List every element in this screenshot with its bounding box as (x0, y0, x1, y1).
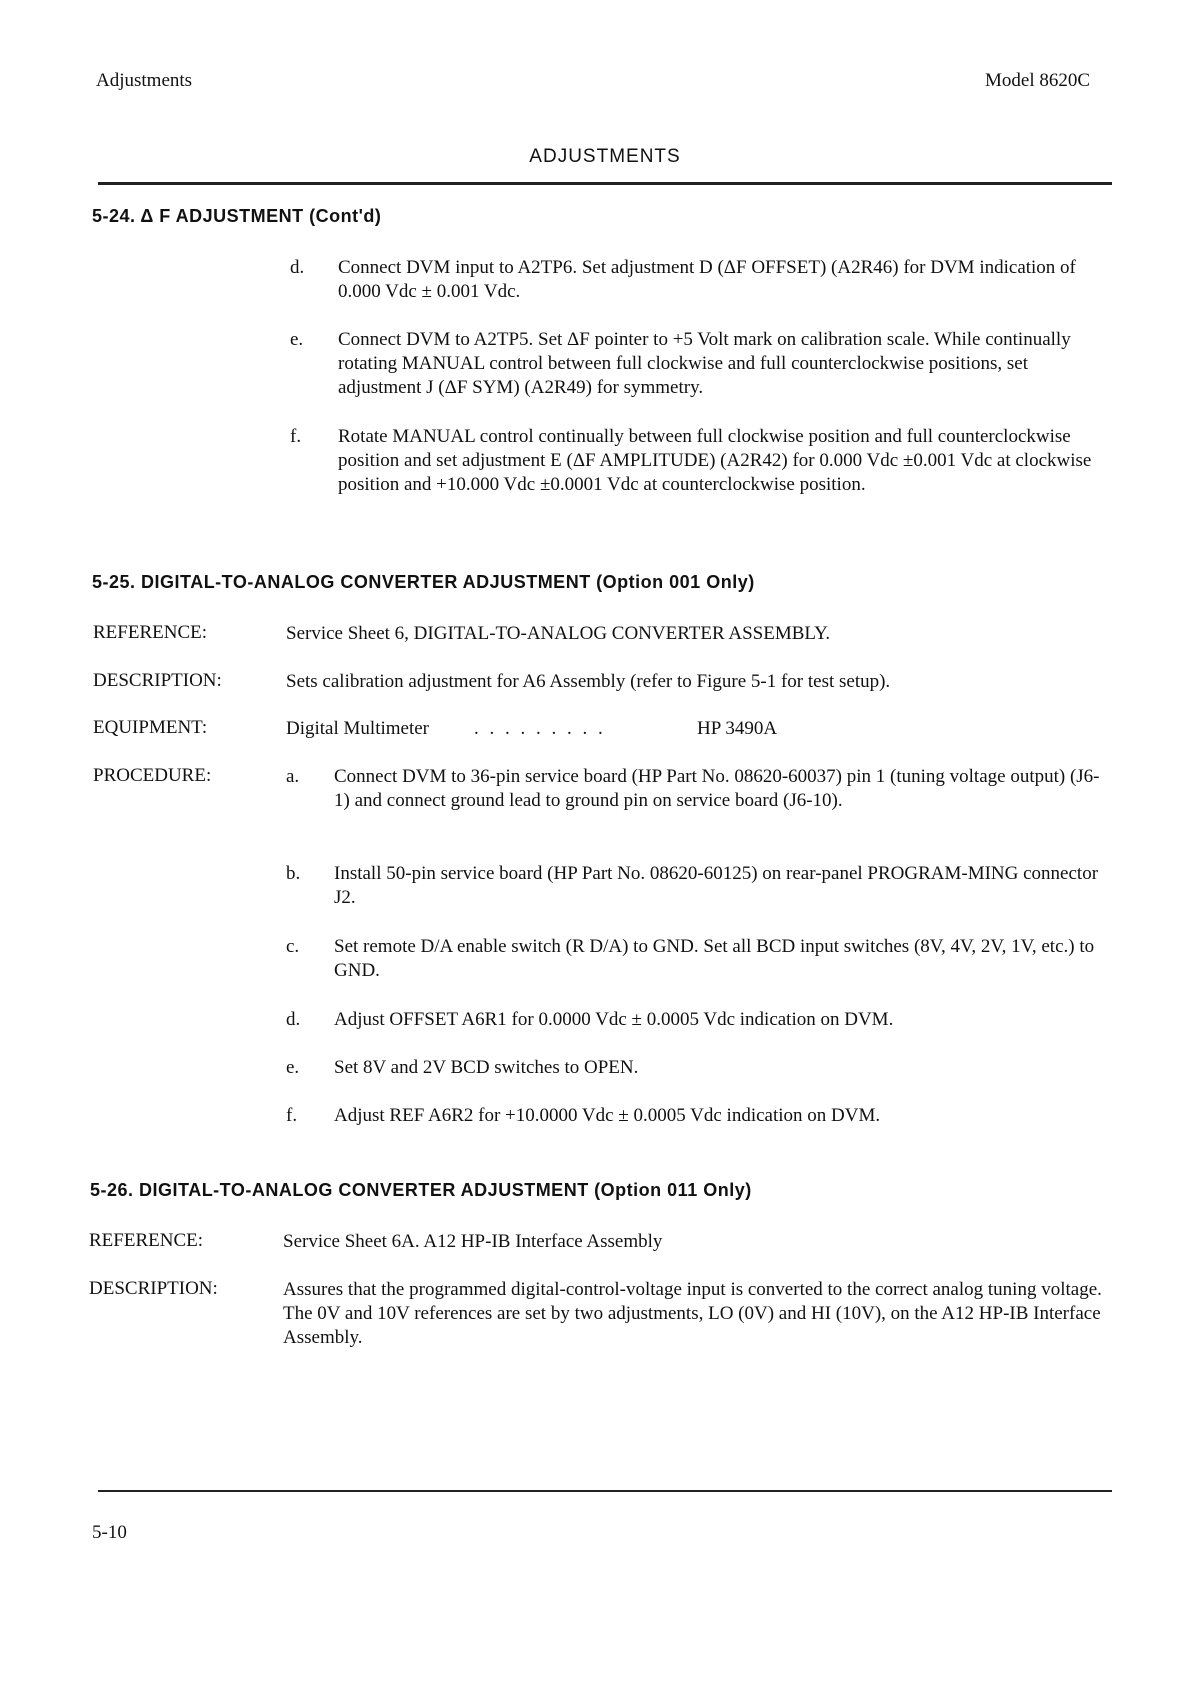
procedure-label: PROCEDURE: (93, 765, 212, 786)
equipment-model: HP 3490A (697, 718, 778, 739)
section-5-24-heading: 5-24. Δ F ADJUSTMENT (Cont'd) (92, 206, 382, 226)
step-text: Install 50-pin service board (HP Part No. 08620-60125) on rear-panel PROGRAM-MING connector J2. (334, 863, 1099, 908)
equipment-label: EQUIPMENT: (93, 717, 208, 738)
step-label: e. (286, 1057, 300, 1078)
equipment-name: Digital Multimeter (286, 718, 430, 739)
equipment-leader-dots: . . . . . . . . . (474, 718, 606, 739)
step-label: f. (286, 1105, 298, 1126)
step-text: Adjust OFFSET A6R1 for 0.0000 Vdc ± 0.0005 Vdc indication on DVM. (334, 1009, 894, 1030)
page-number: 5-10 (92, 1522, 127, 1543)
step-text: Connect DVM input to A2TP6. Set adjustment D (ΔF OFFSET) (A2R46) for DVM indication of 0.000 Vdc ± 0.001 Vdc. (338, 257, 1076, 302)
step-label: d. (290, 257, 305, 278)
section-5-26-heading: 5-26. DIGITAL-TO-ANALOG CONVERTER ADJUSTMENT (Option 011 Only) (90, 1180, 752, 1200)
step-label: e. (290, 329, 304, 350)
step-label: b. (286, 863, 301, 884)
step-text: Rotate MANUAL control continually between full clockwise position and full counterclockwise position and set adjustment E (ΔF AMPLITUDE) (A2R42) for 0.000 Vdc ±0.001 Vdc at clockwise position and +10.000 Vdc ±0.0001 Vdc at counterclockwise position. (338, 426, 1092, 495)
footer-rule (98, 1490, 1112, 1492)
reference-label: REFERENCE: (89, 1230, 204, 1251)
description-value: Assures that the programmed digital-control-voltage input is converted to the correct analog tuning voltage. The 0V and 10V references are set by two adjustments, LO (0V) and HI (10V), on the A12 HP-IB Interface Assembly. (283, 1279, 1102, 1348)
reference-value: Service Sheet 6A. A12 HP-IB Interface Assembly (283, 1231, 663, 1252)
step-text: Adjust REF A6R2 for +10.0000 Vdc ± 0.0005 Vdc indication on DVM. (334, 1105, 881, 1126)
title-rule (98, 182, 1112, 185)
step-label: f. (290, 426, 302, 447)
running-header-left: Adjustments (96, 70, 193, 91)
reference-value: Service Sheet 6, DIGITAL-TO-ANALOG CONVERTER ASSEMBLY. (286, 623, 831, 644)
step-text: Set remote D/A enable switch (R D/A) to GND. Set all BCD input switches (8V, 4V, 2V, 1V, etc.) to GND. (334, 936, 1095, 981)
step-text: Connect DVM to A2TP5. Set ΔF pointer to +5 Volt mark on calibration scale. While continually rotating MANUAL control between full clockwise and full counterclockwise positions, set adjustment J (ΔF SYM) (A2R49) for symmetry. (338, 329, 1071, 398)
description-label: DESCRIPTION: (93, 670, 222, 691)
section-5-25-heading: 5-25. DIGITAL-TO-ANALOG CONVERTER ADJUSTMENT (Option 001 Only) (92, 572, 755, 592)
reference-label: REFERENCE: (93, 622, 208, 643)
description-label: DESCRIPTION: (89, 1278, 218, 1299)
step-text: Set 8V and 2V BCD switches to OPEN. (334, 1057, 639, 1078)
description-value: Sets calibration adjustment for A6 Assembly (refer to Figure 5-1 for test setup). (286, 671, 891, 692)
step-label: d. (286, 1009, 301, 1030)
page-title: ADJUSTMENTS (529, 146, 681, 167)
step-label: a. (286, 766, 300, 787)
running-header-right: Model 8620C (985, 70, 1091, 91)
step-label: c. (286, 936, 300, 957)
step-text: Connect DVM to 36-pin service board (HP Part No. 08620-60037) pin 1 (tuning voltage output) (J6-1) and connect ground lead to ground pin on service board (J6-10). (334, 766, 1100, 811)
